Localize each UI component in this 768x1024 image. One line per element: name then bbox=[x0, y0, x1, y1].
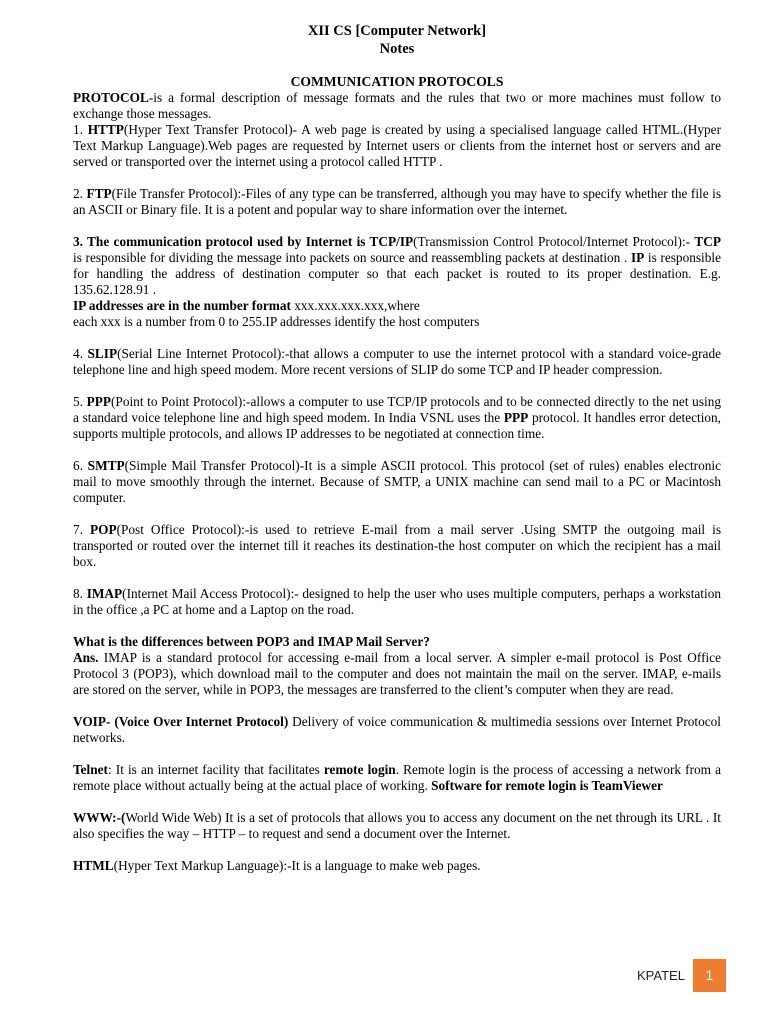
term-voip: VOIP- (Voice Over Internet Protocol) bbox=[73, 714, 289, 729]
doc-title: XII CS [Computer Network] bbox=[307, 23, 487, 39]
document-body bbox=[73, 22, 721, 874]
protocol-definition: PROTOCOL-is a formal description of message formats and the rules that two or more machines must follow to exchange those messages. bbox=[73, 90, 721, 121]
term-ip: IP bbox=[630, 250, 645, 265]
term-tcp: TCP bbox=[694, 234, 722, 249]
item-tcpip: 3. The communication protocol used by Internet is TCP/IP(Transmission Control Protocol/Internet Protocol):- TCP is responsible for dividing the message into packets on source and reassembling packets at destination . IP is responsible for handling the address of destination computer so that each packet is routed to its proper destination. E.g. 135.62.128.91 . bbox=[73, 234, 722, 297]
item-pop: 7. POP(Post Office Protocol):-is used to retrieve E-mail from a mail server .Using SMTP the outgoing mail is transported or routed over the internet till it reaches its destination-the host computer on which the recipient has a mail box. bbox=[73, 522, 721, 569]
term-pop: POP bbox=[89, 522, 117, 537]
term-telnet: Telnet bbox=[73, 762, 108, 777]
term-ftp: FTP bbox=[86, 186, 112, 201]
term-tcpip: 3. The communication protocol used by Internet is TCP/IP bbox=[73, 234, 414, 249]
footer-author: KPATEL bbox=[637, 967, 685, 983]
term-imap: IMAP bbox=[86, 586, 123, 601]
item-www: WWW:-(World Wide Web) It is a set of protocols that allows you to access any document on the net through its URL . It also specifies the way – HTTP – to request and send a document over the Internet. bbox=[73, 810, 721, 841]
term-slip: SLIP bbox=[87, 346, 118, 361]
section-title: COMMUNICATION PROTOCOLS bbox=[290, 74, 504, 89]
term-html: HTML bbox=[73, 858, 114, 873]
item-smtp: 6. SMTP(Simple Mail Transfer Protocol)-It is a simple ASCII protocol. This protocol (set of rules) enables electronic mail to move smoothly through the internet. Because of SMTP, a UNIX machine can send mail to a PC or Macintosh computer. bbox=[73, 458, 722, 505]
term-http: HTTP bbox=[87, 122, 124, 137]
item-telnet: Telnet: It is an internet facility that facilitates remote login. Remote login is the process of accessing a network from a remote place without actually being at the actual place of working. Software for remote login is TeamViewer bbox=[73, 762, 721, 793]
doc-subtitle: Notes bbox=[379, 41, 415, 57]
ip-format: IP addresses are in the number format xxx.xxx.xxx.xxx,where bbox=[73, 298, 420, 313]
item-slip: 4. SLIP(Serial Line Internet Protocol):-that allows a computer to use the internet protocol with a standard voice-grade telephone line and high speed modem. More recent versions of SLIP do some TCP and IP header compression. bbox=[73, 346, 721, 377]
question-answer: Ans. IMAP is a standard protocol for accessing e-mail from a local server. A simpler e-mail protocol is Post Office Protocol 3 (POP3), which download mail to the computer and does not maintain the mail on the server. IMAP, e-mails are stored on the server, while in POP3, the messages are transferred to the client’s computer when they are read. bbox=[73, 650, 721, 697]
ip-format-note: each xxx is a number from 0 to 255.IP addresses identify the host computers bbox=[73, 314, 480, 329]
term-ppp: PPP bbox=[86, 394, 111, 409]
item-ftp: 2. FTP(File Transfer Protocol):-Files of any type can be transferred, although you may have to specify whether the file is an ASCII or Binary file. It is a potent and popular way to share information over the internet. bbox=[73, 186, 721, 217]
term-smtp: SMTP bbox=[87, 458, 125, 473]
term-protocol: PROTOCOL bbox=[73, 90, 149, 105]
term-www: WWW:-( bbox=[73, 810, 126, 825]
page-footer bbox=[637, 960, 726, 990]
item-imap: 8. IMAP(Internet Mail Access Protocol):- designed to help the user who uses multiple computers, perhaps a workstation in the office ,a PC at home and a Laptop on the road. bbox=[73, 586, 721, 617]
page-number-badge: 1 bbox=[693, 959, 726, 992]
item-html: HTML(Hyper Text Markup Language):-It is a language to make web pages. bbox=[73, 858, 481, 873]
item-http: 1. HTTP(Hyper Text Transfer Protocol)- A web page is created by using a specialised language called HTML.(Hyper Text Markup Language).Web pages are requested by Internet users or clients from the internet host or servers and are served or transported over the internet using a protocol called HTTP . bbox=[73, 122, 721, 169]
item-ppp: 5. PPP(Point to Point Protocol):-allows a computer to use TCP/IP protocols and to be connected directly to the net using a standard voice telephone line and high speed modem. In India VSNL uses the PPP protocol. It handles error detection, supports multiple protocols, and allows IP addresses to be negotiated at connection time. bbox=[73, 394, 722, 441]
item-voip: VOIP- (Voice Over Internet Protocol) Delivery of voice communication & multimedia sessions over Internet Protocol networks. bbox=[73, 714, 721, 745]
question-heading: What is the differences between POP3 and IMAP Mail Server? bbox=[73, 634, 430, 649]
